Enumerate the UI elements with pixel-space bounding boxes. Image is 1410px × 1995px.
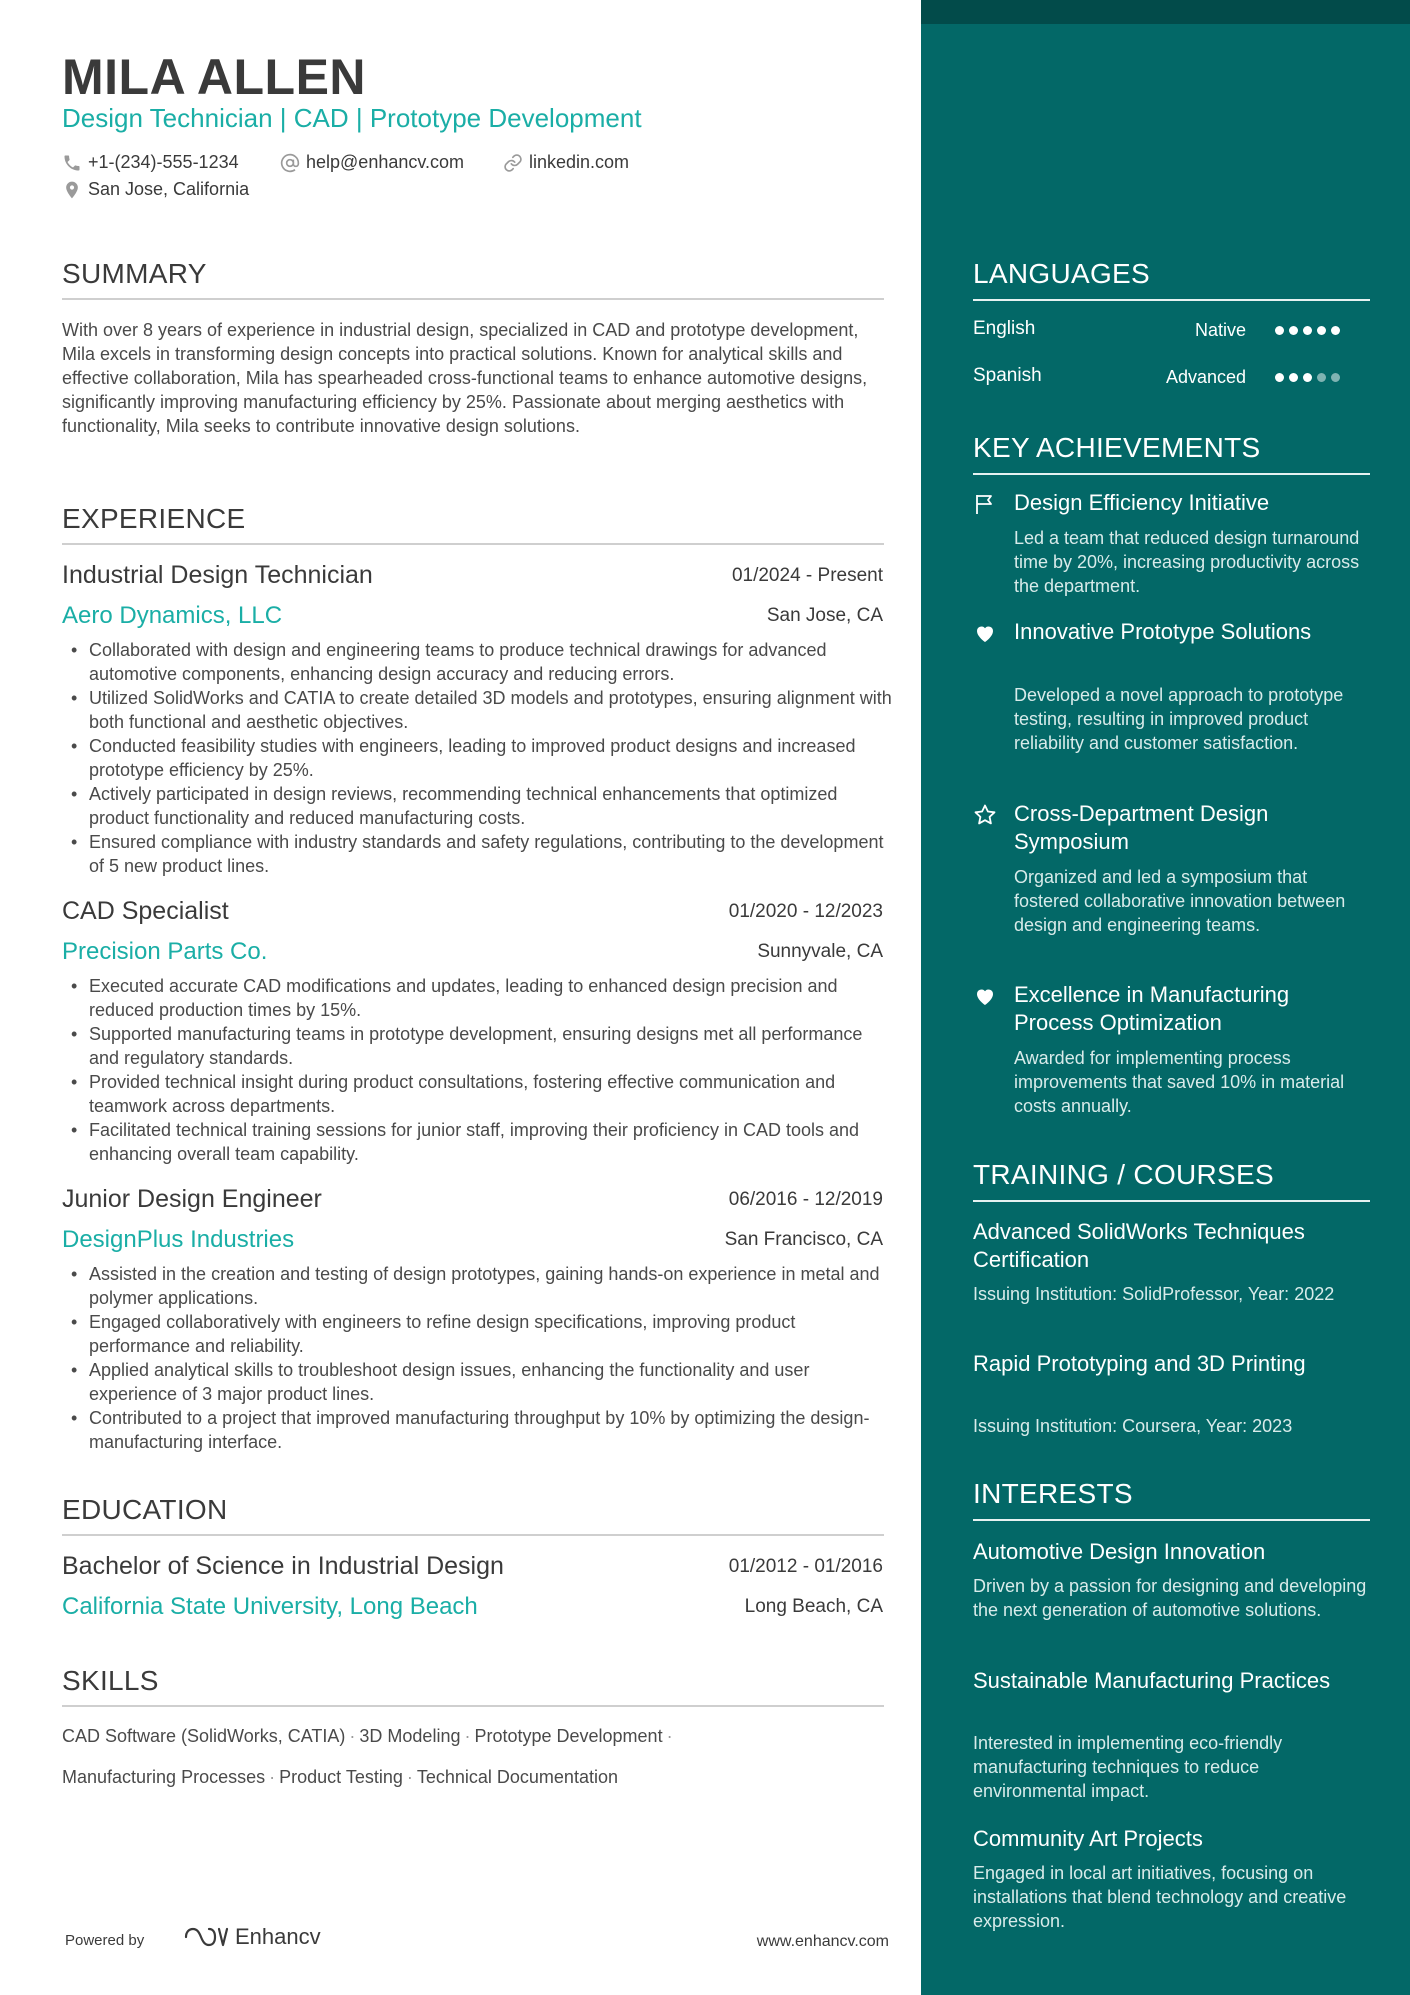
skill-item: CAD Software (SolidWorks, CATIA) — [62, 1726, 346, 1746]
achievements-heading: KEY ACHIEVEMENTS — [973, 432, 1370, 475]
interest-title: Community Art Projects — [973, 1826, 1203, 1851]
bullet-item: • Utilized SolidWorks and CATIA to create detailed 3D models and prototypes, ensuring alignment with both functional and aesthetic objectives. — [62, 686, 892, 734]
phone-icon — [62, 153, 82, 173]
course-title: Rapid Prototyping and 3D Printing — [973, 1351, 1306, 1376]
job-location: San Jose, CA — [766, 605, 883, 626]
email-contact[interactable] — [280, 152, 464, 173]
achievement-title: Innovative Prototype Solutions — [1014, 619, 1312, 644]
achievement-desc: Developed a novel approach to prototype testing, resulting in improved product reliability and customer satisfaction. — [1014, 685, 1344, 753]
enhancv-logo-icon — [183, 1925, 229, 1949]
skill-item: Manufacturing Processes — [62, 1767, 266, 1787]
bullet-item: • Ensured compliance with industry standards and safety regulations, contributing to the development of 5 new product lines. — [62, 830, 892, 878]
flag-icon — [973, 492, 997, 516]
job-date: 01/2024 - Present — [731, 565, 883, 586]
skills-row: CAD Software (SolidWorks, CATIA) · 3D Modeling · Prototype Development · — [62, 1726, 673, 1746]
job-location: San Francisco, CA — [724, 1229, 883, 1250]
heart-icon — [973, 621, 997, 645]
phone-contact[interactable] — [62, 152, 239, 173]
language-rating — [1275, 326, 1340, 335]
bullet-item: • Engaged collaboratively with engineers to refine design specifications, improving product performance and reliability. — [62, 1310, 892, 1358]
enhancv-brand: Enhancv — [235, 1924, 321, 1949]
company-name: Aero Dynamics, LLC — [62, 602, 283, 629]
bullet-item: • Supported manufacturing teams in prototype development, ensuring designs met all performance and regulatory standards. — [62, 1022, 892, 1070]
skills-row: Manufacturing Processes · Product Testing · Technical Documentation — [62, 1767, 618, 1787]
achievement-desc: Organized and led a symposium that fostered collaborative innovation between design and engineering teams. — [1014, 867, 1346, 935]
rating-dot — [1275, 373, 1284, 382]
linkedin-contact[interactable] — [503, 152, 629, 173]
achievement-title: Design Efficiency Initiative — [1014, 490, 1270, 515]
interest-desc: Driven by a passion for designing and developing the next generation of automotive solutions. — [973, 1576, 1367, 1620]
language-rating — [1275, 373, 1340, 382]
bullet-item: • Actively participated in design reviews, recommending technical enhancements that optimized product functionality and reduced manufacturing costs. — [62, 782, 892, 830]
rating-dot — [1303, 326, 1312, 335]
language-level: Native — [1194, 320, 1246, 340]
achievement-desc: Led a team that reduced design turnaround time by 20%, increasing productivity across the department. — [1014, 528, 1360, 596]
skill-item: Technical Documentation — [416, 1767, 618, 1787]
job-date: 06/2016 - 12/2019 — [728, 1189, 883, 1210]
interest-title: Sustainable Manufacturing Practices — [973, 1668, 1331, 1693]
school-name: California State University, Long Beach — [62, 1593, 478, 1620]
enhancv-logo[interactable] — [183, 1924, 321, 1950]
skill-item: Prototype Development — [474, 1726, 663, 1746]
bullet-item: • Executed accurate CAD modifications and updates, leading to enhanced design precision and reduced production times by 15%. — [62, 974, 892, 1022]
bullet-item: • Assisted in the creation and testing of design prototypes, gaining hands-on experience in metal and polymer applications. — [62, 1262, 892, 1310]
language-name: English — [973, 318, 1036, 339]
interest-desc: Interested in implementing eco-friendly manufacturing techniques to reduce environmental impact. — [973, 1733, 1283, 1801]
education-date: 01/2012 - 01/2016 — [728, 1556, 883, 1577]
education-location: Long Beach, CA — [744, 1596, 883, 1617]
rating-dot — [1275, 326, 1284, 335]
rating-dot — [1331, 326, 1340, 335]
job-date: 01/2020 - 12/2023 — [728, 901, 883, 922]
job-location: Sunnyvale, CA — [757, 941, 883, 962]
achievement-title: Cross-Department Design Symposium — [1014, 801, 1269, 854]
candidate-title: Design Technician | CAD | Prototype Development — [62, 103, 642, 133]
candidate-name: MILA ALLEN — [62, 49, 367, 105]
job-bullets — [62, 974, 892, 1166]
at-icon — [280, 153, 300, 173]
bullet-item: • Contributed to a project that improved manufacturing throughput by 10% by optimizing the design-manufacturing interface. — [62, 1406, 892, 1454]
summary-text: With over 8 years of experience in industrial design, specialized in CAD and prototype development, Mila excels in transforming design concepts into practical solutions. Known for analytical skills and effective collaboration, Mila has spearheaded cross-functional teams to enhance automotive designs, significantly improving manufacturing efficiency by 25%. Passionate about merging aesthetics with functionality, Mila seeks to contribute innovative design solutions. — [62, 320, 868, 436]
powered-by-label: Powered by — [65, 1932, 145, 1949]
language-name: Spanish — [973, 365, 1042, 386]
linkedin-text: linkedin.com — [529, 152, 630, 172]
skill-item: 3D Modeling — [359, 1726, 461, 1746]
experience-heading: EXPERIENCE — [62, 503, 884, 545]
job-title: Industrial Design Technician — [62, 561, 373, 589]
bullet-item: • Provided technical insight during product consultations, fostering effective communication and teamwork across departments. — [62, 1070, 892, 1118]
course-title: Advanced SolidWorks Techniques Certification — [973, 1219, 1305, 1272]
location-contact — [62, 179, 249, 200]
sidebar-top-bar — [921, 0, 1410, 24]
interest-desc: Engaged in local art initiatives, focusing on installations that blend technology and creative expression. — [973, 1863, 1347, 1931]
sidebar — [921, 0, 1410, 1995]
heart-icon — [973, 984, 997, 1008]
interests-heading: INTERESTS — [973, 1478, 1370, 1521]
email-text: help@enhancv.com — [306, 152, 465, 172]
company-name: Precision Parts Co. — [62, 938, 268, 965]
achievement-title: Excellence in Manufacturing Process Optimization — [1014, 982, 1290, 1035]
job-bullets — [62, 1262, 892, 1454]
education-heading: EDUCATION — [62, 1494, 884, 1536]
rating-dot — [1303, 373, 1312, 382]
language-level: Advanced — [1165, 367, 1246, 387]
rating-dot — [1289, 373, 1298, 382]
job-title: CAD Specialist — [62, 897, 229, 925]
location-pin-icon — [62, 180, 82, 200]
languages-heading: LANGUAGES — [973, 258, 1370, 301]
achievement-desc: Awarded for implementing process improvements that saved 10% in material costs annually. — [1014, 1048, 1345, 1116]
course-desc: Issuing Institution: SolidProfessor, Year: 2022 — [973, 1284, 1335, 1304]
job-bullets — [62, 638, 892, 878]
bullet-item: • Facilitated technical training sessions for junior staff, improving their proficiency in CAD tools and enhancing overall team capability. — [62, 1118, 892, 1166]
skill-item: Product Testing — [279, 1767, 403, 1787]
training-heading: TRAINING / COURSES — [973, 1159, 1370, 1202]
bullet-item: • Applied analytical skills to troubleshoot design issues, enhancing the functionality and user experience of 3 major product lines. — [62, 1358, 892, 1406]
rating-dot — [1331, 373, 1340, 382]
job-title: Junior Design Engineer — [62, 1185, 322, 1213]
rating-dot — [1289, 326, 1298, 335]
summary-heading: SUMMARY — [62, 258, 884, 300]
link-icon — [503, 153, 523, 173]
star-icon — [973, 803, 997, 827]
location-text: San Jose, California — [88, 179, 250, 199]
rating-dot — [1317, 373, 1326, 382]
course-desc: Issuing Institution: Coursera, Year: 2023 — [973, 1416, 1293, 1436]
degree: Bachelor of Science in Industrial Design — [62, 1552, 504, 1580]
footer-url[interactable]: www.enhancv.com — [756, 1933, 889, 1950]
rating-dot — [1317, 326, 1326, 335]
interest-title: Automotive Design Innovation — [973, 1539, 1266, 1564]
bullet-item: • Conducted feasibility studies with engineers, leading to improved product designs and increased prototype efficiency by 25%. — [62, 734, 892, 782]
company-name: DesignPlus Industries — [62, 1226, 295, 1253]
skills-heading: SKILLS — [62, 1665, 884, 1707]
bullet-item: • Collaborated with design and engineering teams to produce technical drawings for advanced automotive components, enhancing design accuracy and reducing errors. — [62, 638, 892, 686]
phone-text: +1-(234)-555-1234 — [88, 152, 239, 172]
